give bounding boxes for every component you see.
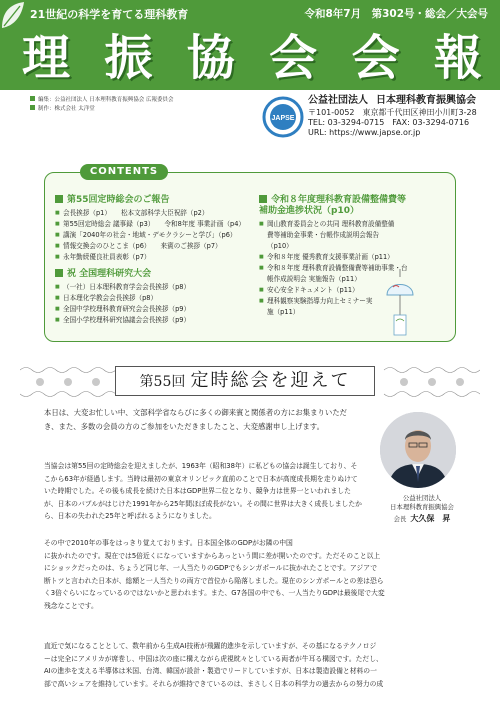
- contents-item[interactable]: ■ 全国中学校理科教育研究会会長挨拶（p9）: [55, 304, 251, 315]
- contents-item[interactable]: ■ 令和８年度 優秀教育支援事業計画（p11）: [259, 252, 451, 263]
- president-caption: [372, 494, 472, 524]
- contents-section-title[interactable]: 第55回定時総会のご報告: [55, 195, 251, 206]
- contents-section-title[interactable]: 令和８年度理科教育設備整備費等補助金進捗状況（p10）: [259, 195, 407, 216]
- caption-org-name: 日本理科教育振興協会: [390, 503, 454, 511]
- article-paragraph: その中で2010年の事をはっきり覚えております。日本国全体のGDPがお隣の中国 に抜かれたのです。現在では5倍近くになっていますからあっという間に差が開いたのです。ただそのこと以上 にショックだったのは、ちょうど同じ年、一人当たりのGDPでもシンガポールに抜かれたことです。アジアで 断トツと言われた日本が、総額と一人当たりの両方で首位から陥落しました。現在のシンガポールとの差は恐ら く3倍ぐらいになっているのではないかと思われます。また、G7各国の中でも、一人当たりGDPは最後尾で大変 残念なことです。: [44, 539, 385, 610]
- org-info: [308, 96, 484, 138]
- header-band: [0, 0, 500, 90]
- article-paragraph: 直近で気になることとして、数年前から生成AI技術が飛躍的進歩を示していますが、その基になるテクノロジ ーは完全にアメリカが席巻し、中国は次の座に構えながら虎視眈々としている両者が牛耳る構図です。ただし、 AIの進歩を支える半導体は米国、台湾、韓国が設計・製造でリードしていますが、日本は製造設備と材料の一 部で高いシェアを維持しています。それらが維持できているのは、まさしく日本の科学力の過去からの努力の成: [44, 642, 384, 688]
- contents-item[interactable]: ■ 会長挨拶（p1） 松本文部科学大臣祝辞（p2）: [55, 208, 251, 219]
- org-name: 日本理科教育振興協会: [376, 95, 476, 106]
- org-address: 〒101-0052 東京都千代田区神田小川町3-28: [308, 108, 477, 117]
- japse-logo: [262, 96, 304, 138]
- president-name: 大久保 昇: [410, 514, 451, 523]
- contents-item[interactable]: ■ 全国小学校理科研究協議会会長挨拶（p9）: [55, 315, 251, 326]
- contents-item[interactable]: ■ 永年勤続優良社員表彰（p7）: [55, 252, 251, 263]
- contents-section-title[interactable]: 祝 全国理科研究大会: [55, 269, 251, 280]
- issue-info: 令和8年7月 第302号・総会／大会号: [304, 8, 488, 20]
- leaf-icon: [0, 0, 26, 30]
- masthead-title: [22, 28, 482, 88]
- article-title-band: [20, 364, 480, 400]
- editor-line: 編集：公益社団法人 日本理科教育振興協会 広報委員会: [38, 97, 174, 103]
- org-url[interactable]: URL: https://www.japse.or.jp: [308, 128, 421, 137]
- masthead-char: 会: [351, 30, 400, 86]
- article-title: [115, 366, 375, 396]
- contents-item[interactable]: ■ 安心安全ドキュメント（p11）: [259, 285, 451, 296]
- tagline: 21世紀の科学を育てる理科教育: [30, 8, 189, 21]
- caption-org-type: 公益社団法人: [402, 494, 442, 502]
- contents-left-column: [55, 193, 251, 326]
- article-title-prefix: 第55回: [139, 374, 186, 390]
- masthead-char: 協: [186, 30, 235, 86]
- contents-item[interactable]: ■ 日本理化学教会会長挨拶（p8）: [55, 293, 251, 304]
- contents-item[interactable]: ■ 第55回定時総会 議事録（p3） 令和8年度 事業計画（p4）: [55, 219, 251, 230]
- contents-item[interactable]: ■ 岡山教育委員会との共同 理科教育設備整備費等補助金事業・台帳作成説明会報告（p10）: [259, 219, 399, 252]
- contents-item[interactable]: ■ 講演「2040年の社会・地域・デモクラシーと学び」（p6）: [55, 230, 251, 241]
- logo-text: JAPSE: [271, 115, 295, 122]
- contents-item[interactable]: ■ 情報交換会のひとこま（p6） 来賓のご挨拶（p7）: [55, 241, 251, 252]
- contents-tab: CONTENTS: [80, 164, 168, 180]
- contents-item[interactable]: ■ （一社）日本理科教育学会会長挨拶（p8）: [55, 282, 251, 293]
- editor-credits: [30, 96, 174, 114]
- producer-line: 制作：株式会社 太洋堂: [38, 106, 95, 112]
- president-title: 会長: [393, 515, 407, 523]
- masthead-char: 振: [104, 30, 153, 86]
- article-lead: 本日は、大変お忙しい中、文部科学省ならびに多くの御来賓と関係者の方にお集まりいただき、また、多数の会員の方のご参加をいただきましたこと、大変感謝申し上げます。: [44, 408, 348, 431]
- masthead-char: 会: [269, 30, 318, 86]
- masthead-char: 報: [433, 30, 482, 86]
- contents-item[interactable]: ■ 令和８年度 理科教育設備整備費等補助事業・台帳作成説明会 実施報告（p11）: [259, 263, 409, 285]
- article-title-main: 定時総会を迎えて: [190, 370, 351, 391]
- wind-chime-illustration: [375, 269, 425, 339]
- masthead-char: 理: [22, 30, 71, 86]
- article-paragraph: 当協会は第55回の定時総会を迎えましたが、1963年（昭和38年）に私どもの協会は誕生しており、そこから63年が経過します。当時は最初の東京オリンピック直前のことで日本が高度成長期を走りぬけていた時期でした。その後も成長を続けた日本はGDP世界二位となり、競争力は世界一といわれましたが、日本のバブルがはじけた1991年から25年間ほぼ成長がない。その間に世界は大きく成長しましたから、日本の失われた25年と呼ばれるようになりました。: [44, 462, 362, 520]
- contents-item[interactable]: ■ 理科観察実験指導力向上セミナー実施（p11）: [259, 296, 379, 318]
- president-photo: [380, 412, 456, 488]
- org-type: 公益社団法人: [308, 95, 368, 106]
- org-tel: TEL: 03-3294-0715 FAX: 03-3294-0716: [308, 118, 470, 127]
- contents-box: [44, 172, 456, 342]
